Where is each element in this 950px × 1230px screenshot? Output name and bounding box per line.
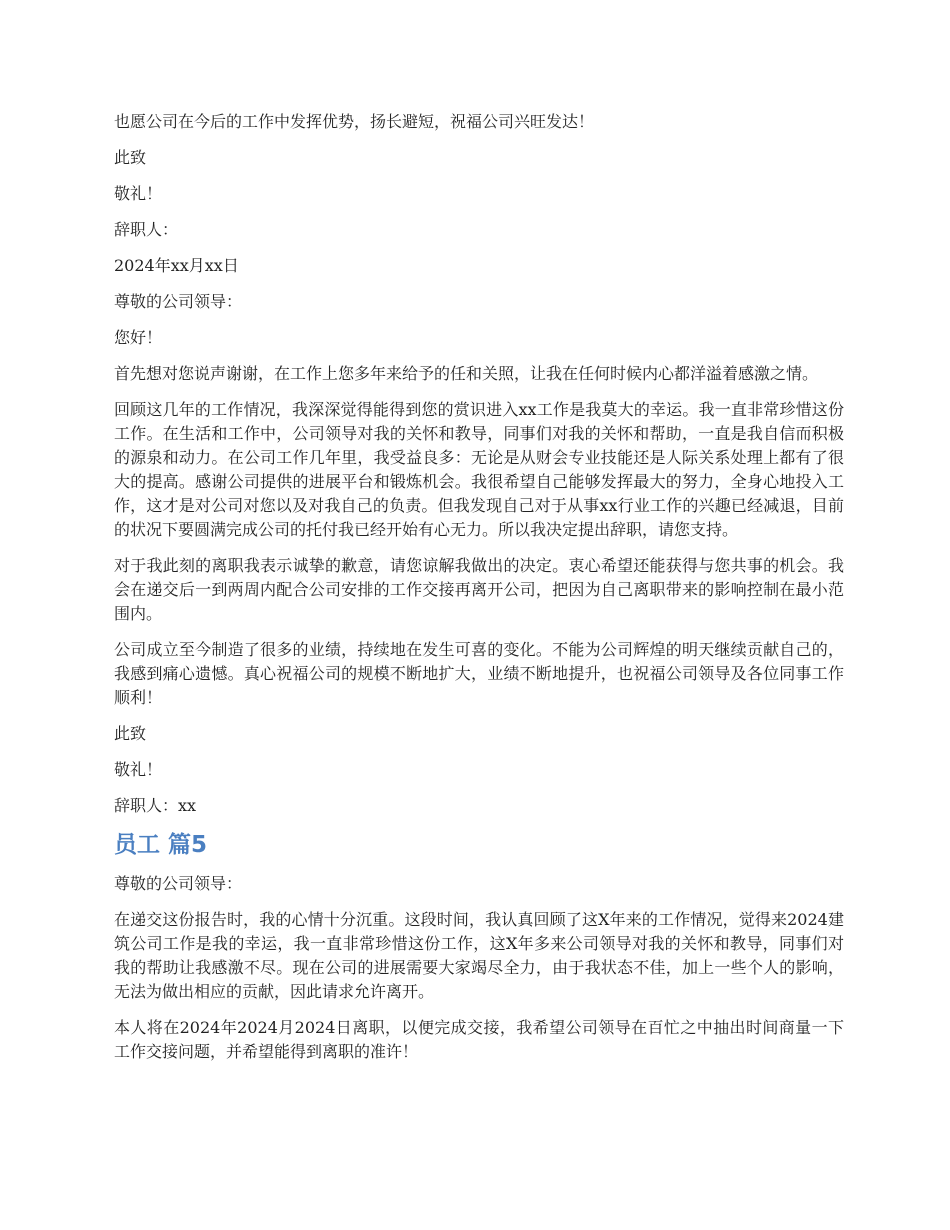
signature-line: 辞职人：xx: [114, 796, 197, 815]
letter-greeting: 尊敬的公司领导：: [114, 874, 243, 893]
signature-line: 辞职人：: [114, 220, 179, 239]
paragraph: 本人将在2024年2024月2024日离职，以便完成交接，我希望公司领导在百忙之中抽出时间商量一下工作交接问题，并希望能得到离职的准许！: [114, 1018, 844, 1061]
closing-salutation: 此致: [114, 724, 147, 743]
paragraph: 公司成立至今制造了很多的业绩，持续地在发生可喜的变化。不能为公司辉煌的明天继续贡献自己的，我感到痛心遗憾。真心祝福公司的规模不断地扩大，业绩不断地提升，也祝福公司领导及各位同事工作顺利！: [114, 640, 844, 707]
letter-hello: 您好！: [114, 328, 163, 347]
section-heading: 员工 篇5: [114, 832, 208, 858]
date-line: 2024年xx月xx日: [114, 256, 239, 275]
paragraph: 首先想对您说声谢谢，在工作上您多年来给予的任和关照，让我在任何时候内心都洋溢着感激之情。: [114, 364, 819, 383]
letter-greeting: 尊敬的公司领导：: [114, 292, 243, 311]
paragraph: 对于我此刻的离职我表示诚挚的歉意，请您谅解我做出的决定。衷心希望还能获得与您共事的机会。我会在递交后一到两周内配合公司安排的工作交接再离开公司，把因为自己离职带来的影响控制在最小范围内。: [114, 556, 844, 623]
paragraph: 也愿公司在今后的工作中发挥优势，扬长避短，祝福公司兴旺发达！: [114, 112, 595, 131]
closing-salutation: 此致: [114, 148, 147, 167]
paragraph: 在递交这份报告时，我的心情十分沉重。这段时间，我认真回顾了这X年来的工作情况，觉得来2024建筑公司工作是我的幸运，我一直非常珍惜这份工作，这X年多来公司领导对我的关怀和教导，同事们对我的帮助让我感激不尽。现在公司的进展需要大家竭尽全力，由于我状态不佳，加上一些个人的影响，无法为做出相应的贡献，因此请求允许离开。: [114, 910, 844, 1001]
document-page: [114, 110, 844, 1076]
closing-regards: 敬礼！: [114, 760, 163, 779]
paragraph: 回顾这几年的工作情况，我深深觉得能得到您的赏识进入xx工作是我莫大的幸运。我一直非常珍惜这份工作。在生活和工作中，公司领导对我的关怀和教导，同事们对我的关怀和帮助，一直是我自信而积极的源泉和动力。在公司工作几年里，我受益良多：无论是从财会专业技能还是人际关系处理上都有了很大的提高。感谢公司提供的进展平台和锻炼机会。我很希望自己能够发挥最大的努力，全身心地投入工作，这才是对公司对您以及对我自己的负责。但我发现自己对于从事xx行业工作的兴趣已经减退，目前的状况下要圆满完成公司的托付我已经开始有心无力。所以我决定提出辞职，请您支持。: [114, 400, 844, 539]
closing-regards: 敬礼！: [114, 184, 163, 203]
